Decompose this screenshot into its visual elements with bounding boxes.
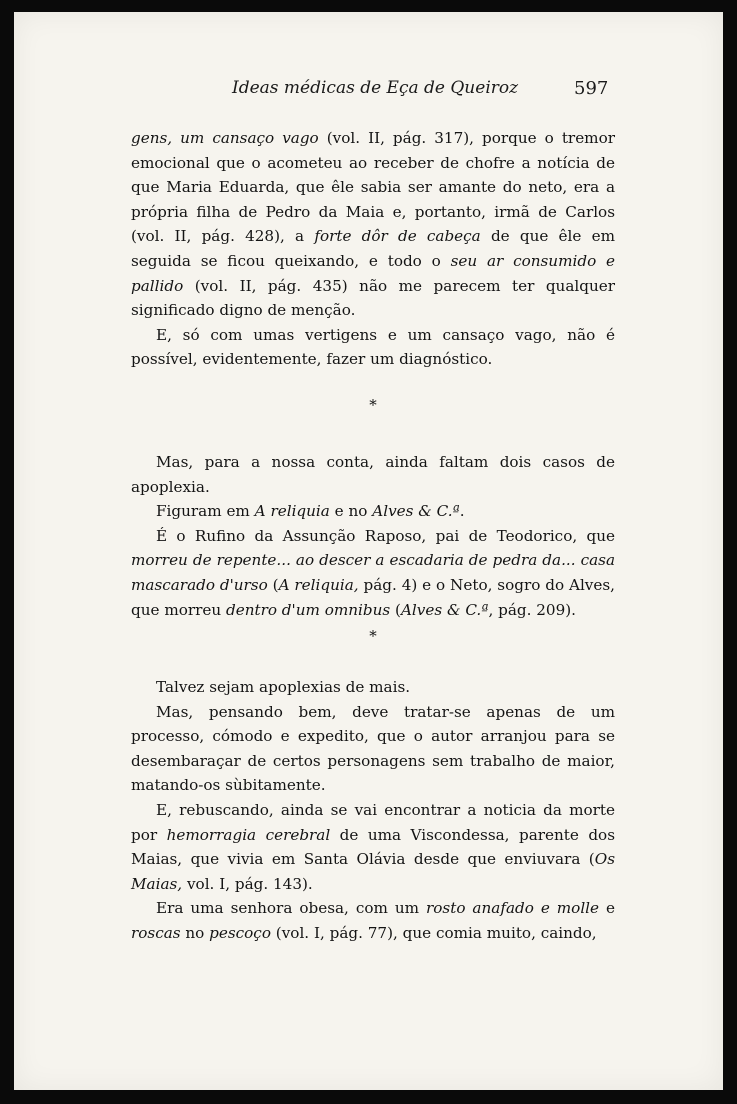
paragraph-8: [131, 798, 615, 896]
text-span: Figuram em: [156, 502, 255, 521]
text-span: pág. 4) e o Neto, sogro do Alves, que morreu: [131, 575, 615, 619]
running-title: Ideas médicas de Eça de Queiroz: [232, 78, 519, 98]
text-span: (: [390, 600, 401, 619]
italic-span: pescoço: [209, 924, 271, 943]
italic-span: seu ar consumido e pallido: [131, 251, 616, 295]
italic-span: gens, um cansaço vago: [131, 129, 319, 147]
text-span: no: [180, 924, 210, 943]
italic-span: Alves & C.ª: [400, 600, 489, 619]
text-span: E, rebuscando, ainda se vai encontrar a noticia da morte por: [131, 801, 615, 844]
italic-span: roscas: [131, 924, 181, 943]
text-span: (vol. I, pág. 77), que comia muito, caindo,: [270, 924, 597, 943]
text-span: (vol. II, pág. 435) não me parecem ter qualquer significado digno de menção.: [131, 276, 615, 320]
italic-span: morreu de repente... ao descer a escadaria de pedra da... casa mascarado d'urso: [131, 551, 615, 594]
body-text: [131, 126, 615, 946]
section-separator: *: [369, 627, 377, 646]
text-span: de que êle em seguida se ficou queixando, e todo o: [131, 227, 615, 270]
italic-span: Alves & C.ª: [372, 502, 460, 521]
italic-span: A reliquia: [254, 502, 330, 521]
paragraph-4: [131, 499, 615, 524]
text-span: e no: [329, 502, 373, 521]
book-page: [14, 12, 723, 1090]
text-span: Era uma senhora obesa, com um: [156, 899, 427, 918]
italic-span: Os Maias,: [131, 850, 615, 893]
text-span: .: [459, 502, 465, 521]
italic-span: A reliquia,: [278, 575, 359, 594]
italic-span: rosto anafado e molle: [426, 899, 600, 918]
paragraph-7: Mas, pensando bem, deve tratar-se apenas de um processo, cómodo e expedito, que o autor arranjou para se desembaraçar de certos personagens sem trabalho de maior, matando-os sùbitamente.: [131, 702, 615, 795]
paragraph-2: E, só com umas vertigens e um cansaço vago, não é possível, evidentemente, fazer um diagnóstico.: [131, 325, 615, 369]
text-span: É o Rufino da Assunção Raposo, pai de Teodorico, que: [156, 526, 615, 545]
text-span: (vol. II, pág. 317), porque o tremor emocional que o acometeu ao receber de chofre a notícia de que Maria Eduarda, que êle sabia ser amante do neto, era a própria filha de Pedro da Maia e, portanto, irmã de Carlos (vol. II, pág. 428), a: [131, 129, 615, 246]
section-separator: *: [369, 395, 377, 414]
text-span: e: [599, 899, 615, 918]
paragraph-9: [131, 896, 615, 945]
text-span: de uma Viscondessa, parente dos Maias, que vivia em Santa Olávia desde que enviuvara (: [131, 825, 615, 869]
running-header: [14, 76, 723, 106]
italic-span: hemorragia cerebral: [166, 825, 331, 844]
italic-span: dentro d'um omnibus: [225, 600, 391, 619]
italic-span: forte dôr de cabeça: [314, 227, 481, 246]
text-span: vol. I, pág. 143).: [182, 874, 313, 893]
paragraph-6: Talvez sejam apoplexias de mais.: [156, 678, 411, 697]
paragraph-3: Mas, para a nossa conta, ainda faltam dois casos de apoplexia.: [131, 452, 615, 496]
text-span: , pág. 209).: [488, 600, 577, 619]
paragraph-1: [131, 126, 615, 323]
page-number: 597: [574, 78, 609, 99]
text-span: (: [267, 575, 279, 594]
paragraph-5: [131, 524, 615, 622]
